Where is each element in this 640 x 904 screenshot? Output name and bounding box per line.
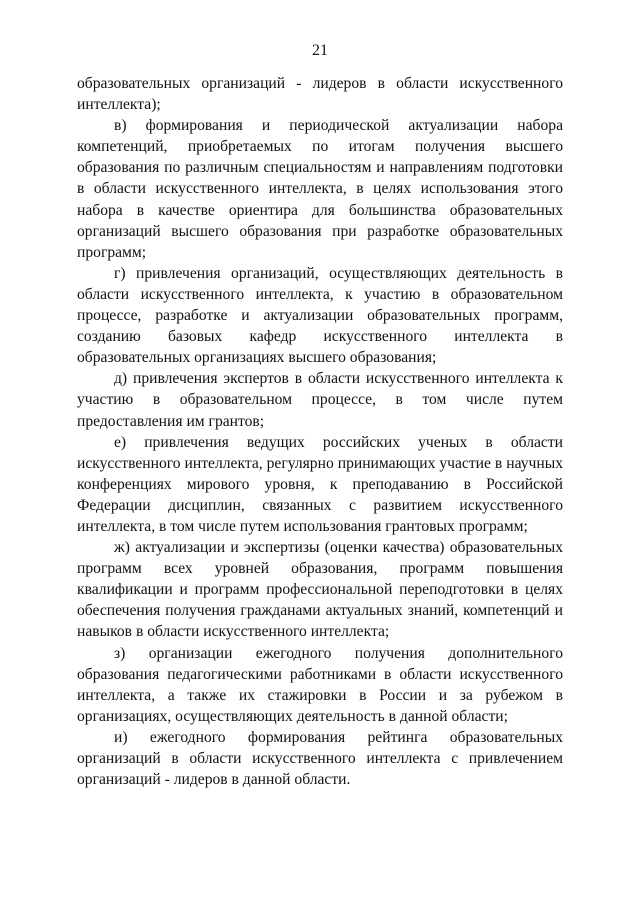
list-item-g: г) привлечения организаций, осуществляющих деятельность в области искусственного интеллекта, к участию в образовательном процессе, разработке и актуализации образовательных программ, созданию базовых кафедр искусственного интеллекта в образовательных организациях высшего образования; — [77, 264, 563, 367]
list-item-z: з) организации ежегодного получения дополнительного образования педагогическими работниками в области искусственного интеллекта, а также их стажировки в России и за рубежом в организациях, осуществляющих деятельность в данной области; — [77, 644, 563, 725]
list-item-e: е) привлечения ведущих российских ученых в области искусственного интеллекта, регулярно принимающих участие в научных конференциях мирового уровня, к преподаванию в Российской Федерации дисциплин, связанных с развитием искусственного интеллекта, в том числе путем использования грантовых программ; — [77, 433, 563, 535]
document-body — [77, 73, 563, 790]
list-item-d: д) привлечения экспертов в области искусственного интеллекта к участию в образовательном процессе, в том числе путем предоставления им грантов; — [77, 370, 563, 430]
list-item-v: в) формирования и периодической актуализации набора компетенций, приобретаемых по итогам получения высшего образования по различным специальностям и направлениям подготовки в области искусственного интеллекта, в целях использования этого набора в качестве ориентира для большинства образовательных организаций высшего образования при разработке образовательных программ; — [77, 117, 563, 261]
list-item-i: и) ежегодного формирования рейтинга образовательных организаций в области искусственного интеллекта с привлечением организаций - лидеров в данной области. — [77, 728, 563, 789]
list-item-zh: ж) актуализации и экспертизы (оценки качества) образовательных программ всех уровней образования, программ повышения квалификации и программ профессиональной переподготовки в целях обеспечения получения гражданами актуальных знаний, компетенций и навыков в области искусственного интеллекта; — [77, 539, 563, 641]
page-number: 21 — [312, 42, 328, 59]
paragraph-continuation: образовательных организаций - лидеров в области искусственного интеллекта); — [77, 75, 563, 114]
